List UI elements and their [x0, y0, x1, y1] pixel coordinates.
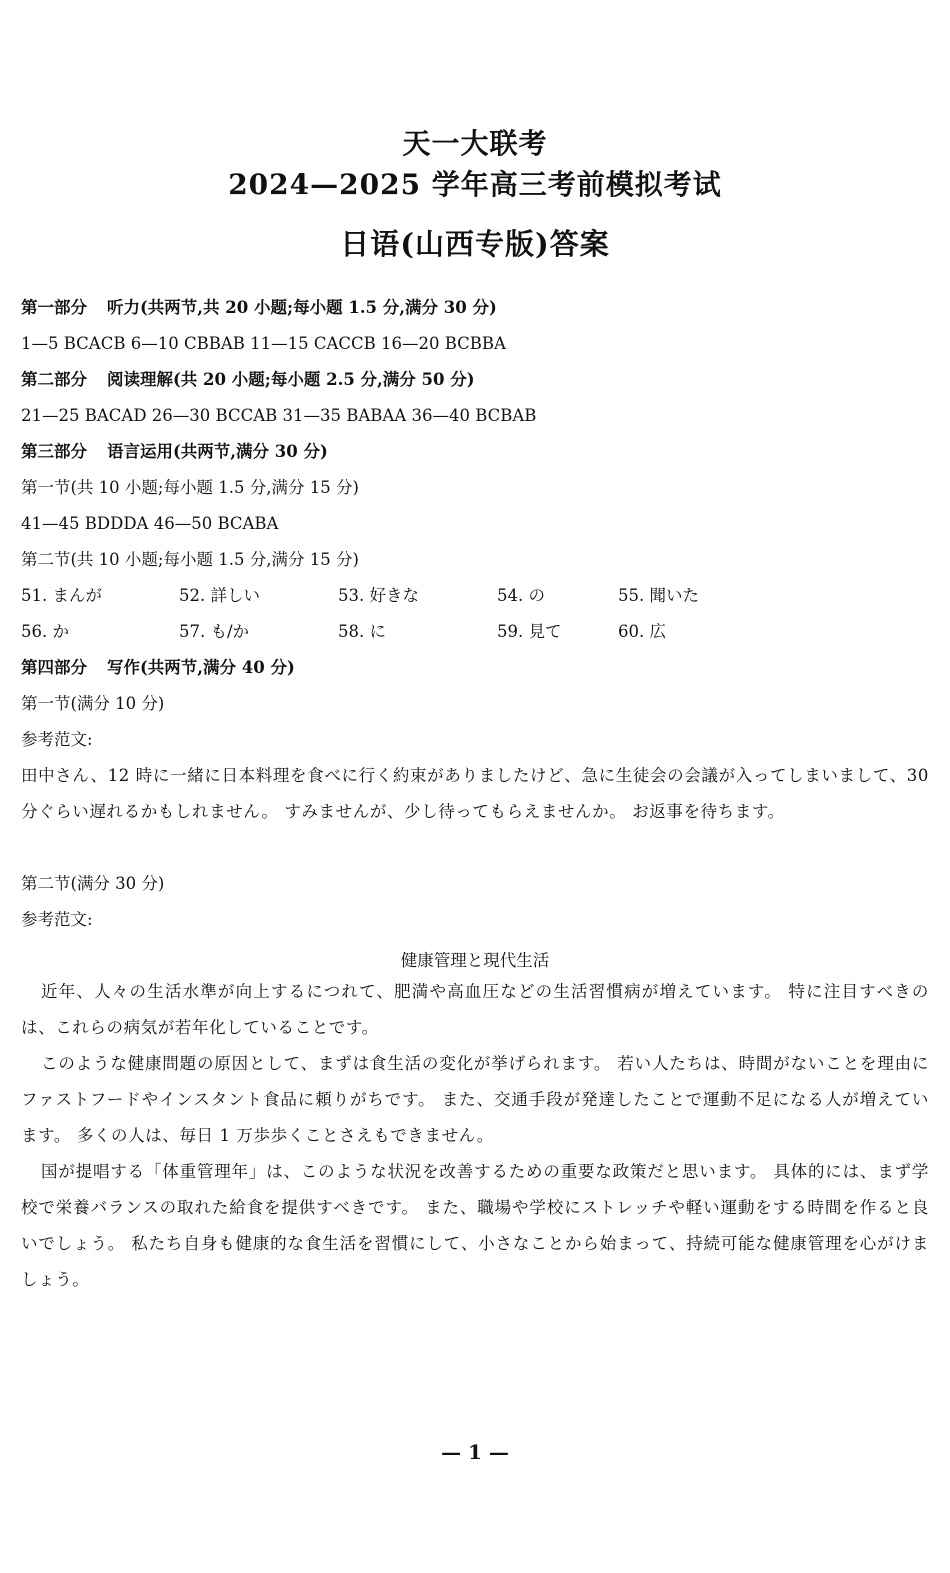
answer-55: 55. 聞いた: [618, 586, 699, 605]
part1-answers: 1—5 BCACB 6—10 CBBAB 11—15 CACCB 16—20 BCBBA: [21, 334, 506, 353]
part1-heading: [21, 297, 497, 319]
part3-answer-row-2: [21, 621, 921, 643]
part3-section2-heading: 第二节(共 10 小题;每小题 1.5 分,满分 15 分): [21, 550, 359, 569]
answer-56: 56. か: [21, 622, 69, 641]
answer-54: 54. の: [497, 586, 545, 605]
part4-heading: [21, 657, 295, 679]
essay-title: 健康管理と現代生活: [400, 951, 550, 970]
answer-58: 58. に: [338, 622, 386, 641]
part4-section1-model-text: 田中さん、12 時に一緒に日本料理を食べに行く約束がありましたけど、急に生徒会の会議が入ってしまいまして、30 分ぐらい遅れるかもしれません。 すみませんが、少し待ってもらえませんか。 お返事を待ちます。: [21, 766, 929, 821]
part2-heading: [21, 369, 475, 391]
part4-section2-ref-label: 参考范文:: [21, 910, 93, 929]
part2-label: 第二部分: [21, 370, 87, 389]
part1-label: 第一部分: [21, 298, 87, 317]
exam-org-title: 天一大联考: [402, 127, 548, 160]
answer-60: 60. 広: [618, 622, 666, 641]
part2-answers: 21—25 BACAD 26—30 BCCAB 31—35 BABAA 36—40 BCBAB: [21, 406, 537, 425]
essay-paragraph-1: 近年、人々の生活水準が向上するにつれて、肥満や高血圧などの生活習慣病が増えています。 特に注目すべきのは、これらの病気が若年化していることです。: [21, 982, 929, 1037]
essay-paragraph-2: このような健康問題の原因として、まずは食生活の変化が挙げられます。 若い人たちは、時間がないことを理由にファストフードやインスタント食品に頼りがちです。 また、交通手段が発達したことで運動不足になる人が増えています。 多くの人は、毎日 1 万歩歩くことさえもできません。: [21, 1054, 929, 1145]
part2-desc: 阅读理解(共 20 小题;每小题 2.5 分,满分 50 分): [107, 370, 475, 389]
part3-section1-answers: 41—45 BDDDA 46—50 BCABA: [21, 514, 279, 533]
answer-59: 59. 見て: [497, 622, 562, 641]
answer-57: 57. も/か: [179, 622, 250, 641]
page-number: — 1 —: [441, 1440, 509, 1464]
part4-section1-heading: 第一节(满分 10 分): [21, 694, 165, 713]
part3-heading: [21, 441, 328, 463]
part3-section1-heading: 第一节(共 10 小题;每小题 1.5 分,满分 15 分): [21, 478, 359, 497]
answer-52: 52. 詳しい: [179, 586, 260, 605]
part3-desc: 语言运用(共两节,满分 30 分): [107, 442, 328, 461]
subject-title: 日语(山西专版)答案: [340, 227, 610, 261]
part4-section1-ref-label: 参考范文:: [21, 730, 93, 749]
part3-answer-row-1: [21, 585, 921, 607]
part4-label: 第四部分: [21, 658, 87, 677]
exam-name-title: 2024—2025 学年高三考前模拟考试: [228, 168, 722, 201]
part3-label: 第三部分: [21, 442, 87, 461]
answer-53: 53. 好きな: [338, 586, 419, 605]
part1-desc: 听力(共两节,共 20 小题;每小题 1.5 分,满分 30 分): [107, 298, 497, 317]
answer-51: 51. まんが: [21, 586, 102, 605]
part4-section2-heading: 第二节(满分 30 分): [21, 874, 165, 893]
essay-paragraph-3: 国が提唱する「体重管理年」は、このような状況を改善するための重要な政策だと思います。 具体的には、まず学校で栄養バランスの取れた給食を提供すべきです。 また、職場や学校にストレッチや軽い運動をする時間を作ると良いでしょう。 私たち自身も健康的な食生活を習慣にして、小さなことから始まって、持続可能な健康管理を心がけましょう。: [21, 1162, 929, 1289]
part4-desc: 写作(共两节,满分 40 分): [107, 658, 295, 677]
